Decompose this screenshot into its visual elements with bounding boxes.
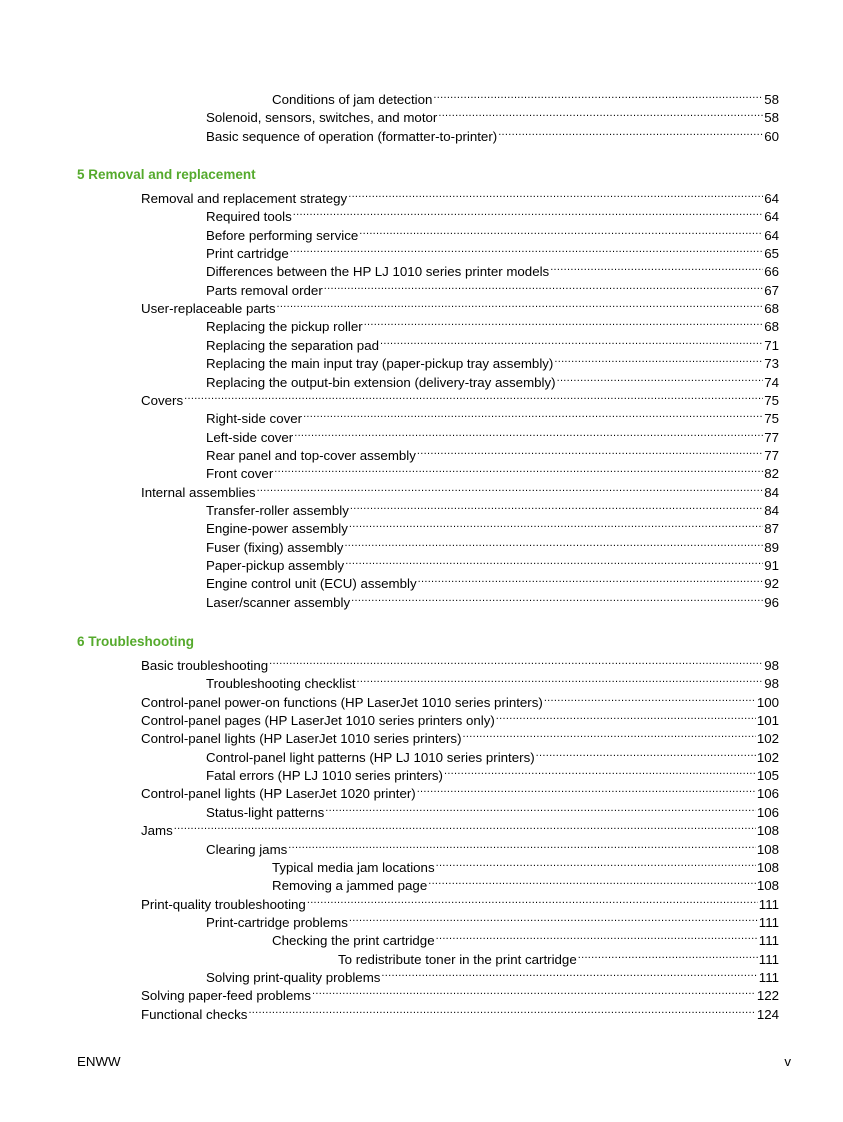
toc-entry[interactable] xyxy=(272,872,779,894)
toc-entry[interactable] xyxy=(206,350,779,372)
dot-leader xyxy=(348,185,763,203)
dot-leader xyxy=(351,589,763,607)
toc-entry[interactable] xyxy=(272,86,779,107)
toc-entry-page: 87 xyxy=(764,521,779,537)
toc-entry[interactable] xyxy=(206,589,779,610)
toc-entry-page: 77 xyxy=(764,429,779,445)
toc-entry-title: Print-quality troubleshooting xyxy=(141,896,306,912)
toc-entry-page: 64 xyxy=(764,227,779,243)
dot-leader xyxy=(578,946,758,964)
dot-leader xyxy=(436,854,756,872)
toc-entry-page: 111 xyxy=(758,896,779,912)
dot-leader xyxy=(428,872,756,890)
toc-entry-title: Differences between the HP LJ 1010 series printer models xyxy=(206,264,550,280)
toc-entry-page: 106 xyxy=(756,786,779,802)
dot-leader xyxy=(557,369,764,387)
toc-entry-title: Control-panel lights (HP LaserJet 1020 printer) xyxy=(141,786,416,802)
dot-leader xyxy=(544,689,756,707)
toc-entry-page: 68 xyxy=(764,301,779,317)
toc-entry-title: Engine control unit (ECU) assembly xyxy=(206,576,417,592)
toc-entry-title: Replacing the output-bin extension (delivery-tray assembly) xyxy=(206,374,556,390)
dot-leader xyxy=(350,497,763,515)
toc-entry[interactable] xyxy=(141,817,779,839)
toc-entry-title: Control-panel power-on functions (HP LaserJet 1010 series printers) xyxy=(141,694,543,710)
toc-entry-page: 58 xyxy=(764,92,779,107)
toc-entry[interactable] xyxy=(338,946,779,967)
toc-entry[interactable] xyxy=(206,534,779,555)
toc-entry-title: Functional checks xyxy=(141,1006,248,1022)
toc-entry-title: Print-cartridge problems xyxy=(206,914,348,930)
toc-entry-title: Paper-pickup assembly xyxy=(206,558,345,573)
toc-entry-title: Replacing the main input tray (paper-pickup tray assembly) xyxy=(206,356,554,372)
toc-entry-page: 65 xyxy=(764,246,779,262)
dot-leader xyxy=(536,744,756,762)
toc-entry-title: Removal and replacement strategy xyxy=(141,191,348,206)
dot-leader xyxy=(303,405,763,423)
dot-leader xyxy=(307,891,758,909)
toc-entry[interactable] xyxy=(206,240,779,262)
dot-leader xyxy=(248,1001,755,1019)
toc-entry[interactable] xyxy=(206,552,779,573)
toc-entry-title: Laser/scanner assembly xyxy=(206,594,351,610)
toc-entry-title: Conditions of jam detection xyxy=(272,92,433,107)
toc-entry-page: 108 xyxy=(756,859,779,875)
toc-entry[interactable] xyxy=(206,405,779,427)
toc-entry[interactable] xyxy=(206,836,779,857)
dot-leader xyxy=(257,479,764,497)
toc-entry[interactable] xyxy=(272,927,779,949)
toc-entry-title: Control-panel pages (HP LaserJet 1010 series printers only) xyxy=(141,713,495,729)
dot-leader xyxy=(359,222,763,240)
footer-doc-code: ENWW xyxy=(77,1054,121,1069)
toc-entry-title: Print cartridge xyxy=(206,246,289,262)
toc-entry-title: Covers xyxy=(141,392,184,408)
toc-entry-page: 105 xyxy=(756,768,779,784)
toc-entry-title: Solenoid, sensors, switches, and motor xyxy=(206,110,438,125)
toc-entry-title: Typical media jam locations xyxy=(272,859,435,875)
toc-entry-title: Front cover xyxy=(206,466,274,482)
toc-entry-title: Replacing the separation pad xyxy=(206,337,379,353)
toc-entry-title: Removing a jammed page xyxy=(272,878,428,894)
toc-entry-title: Right-side cover xyxy=(206,411,303,427)
toc-entry[interactable] xyxy=(141,295,779,317)
toc-entry-title: Solving paper-feed problems xyxy=(141,988,312,1004)
dot-leader xyxy=(269,652,763,670)
toc-entry-page: 75 xyxy=(764,411,779,427)
dot-leader xyxy=(293,203,763,221)
dot-leader xyxy=(344,534,763,552)
dot-leader xyxy=(436,927,758,945)
toc-entry-page: 64 xyxy=(764,209,779,225)
dot-leader xyxy=(417,780,756,798)
toc-entry-title: Parts removal order xyxy=(206,282,323,298)
toc-entry[interactable] xyxy=(206,515,779,537)
dot-leader xyxy=(357,670,764,688)
toc-entry-page: 108 xyxy=(756,878,779,894)
dot-leader xyxy=(349,515,763,533)
toc-entry-page: 66 xyxy=(764,264,779,280)
toc-entry[interactable] xyxy=(206,442,779,463)
toc-entry-page: 77 xyxy=(764,447,779,463)
dot-leader xyxy=(498,123,763,141)
toc-entry[interactable] xyxy=(141,725,779,747)
toc-entry[interactable] xyxy=(141,479,779,500)
dot-leader xyxy=(380,332,763,350)
dot-leader xyxy=(274,460,763,478)
toc-entry[interactable] xyxy=(141,891,779,912)
toc-entry[interactable] xyxy=(206,964,779,985)
toc-entry-title: Fuser (fixing) assembly xyxy=(206,539,344,555)
toc-entry-page: 122 xyxy=(756,988,779,1004)
toc-entry[interactable] xyxy=(206,909,779,930)
toc-entry-title: Jams xyxy=(141,823,173,839)
toc-entry-page: 73 xyxy=(764,356,779,372)
toc-entry[interactable] xyxy=(141,1001,779,1022)
toc-entry-page: 100 xyxy=(756,694,779,710)
toc-entry-page: 96 xyxy=(764,594,779,610)
toc-entry-title: Control-panel lights (HP LaserJet 1010 series printers) xyxy=(141,731,462,747)
toc-entry-page: 91 xyxy=(764,558,779,573)
toc-entry-page: 84 xyxy=(764,502,779,518)
toc-entry-page: 102 xyxy=(756,731,779,747)
toc-entry-page: 98 xyxy=(764,658,779,673)
toc-entry[interactable] xyxy=(206,424,779,445)
toc-entry[interactable] xyxy=(141,652,779,673)
toc-entry-title: Left-side cover xyxy=(206,429,294,445)
toc-entry-title: Replacing the pickup roller xyxy=(206,319,363,335)
toc-entry-page: 111 xyxy=(758,951,779,967)
toc-entry[interactable] xyxy=(206,203,779,225)
toc-entry-page: 64 xyxy=(764,191,779,206)
toc-entry-title: Transfer-roller assembly xyxy=(206,502,349,518)
chapter-heading-6[interactable]: 6 Troubleshooting xyxy=(77,634,194,649)
toc-entry[interactable] xyxy=(206,332,779,353)
toc-entry-page: 89 xyxy=(764,539,779,555)
dot-leader xyxy=(463,725,756,743)
toc-entry[interactable] xyxy=(206,313,779,335)
dot-leader xyxy=(496,707,756,725)
toc-entry[interactable] xyxy=(141,387,779,408)
dot-leader xyxy=(288,836,756,854)
dot-leader xyxy=(554,350,763,368)
toc-entry-page: 111 xyxy=(758,914,779,930)
toc-entry-title: User-replaceable parts xyxy=(141,301,276,317)
toc-entry[interactable] xyxy=(206,670,779,692)
toc-entry[interactable] xyxy=(206,744,779,765)
toc-entry-title: Internal assemblies xyxy=(141,484,256,500)
toc-entry-page: 67 xyxy=(764,282,779,298)
toc-entry-page: 82 xyxy=(764,466,779,482)
toc-entry[interactable] xyxy=(206,222,779,243)
dot-leader xyxy=(444,762,756,780)
toc-entry-page: 108 xyxy=(756,841,779,857)
toc-entry-page: 84 xyxy=(764,484,779,500)
toc-entry-title: Control-panel light patterns (HP LJ 1010 series printers) xyxy=(206,749,535,765)
dot-leader xyxy=(381,964,757,982)
toc-entry[interactable] xyxy=(206,277,779,298)
toc-entry-title: Status-light patterns xyxy=(206,804,325,820)
dot-leader xyxy=(277,295,764,313)
chapter-heading-5[interactable]: 5 Removal and replacement xyxy=(77,167,256,182)
toc-entry[interactable] xyxy=(141,780,779,802)
toc-entry-page: 98 xyxy=(764,676,779,692)
toc-entry-title: Required tools xyxy=(206,209,292,225)
toc-entry[interactable] xyxy=(141,707,779,729)
toc-entry[interactable] xyxy=(206,123,779,144)
toc-entry[interactable] xyxy=(206,762,779,784)
dot-leader xyxy=(294,424,763,442)
toc-entry-page: 74 xyxy=(764,374,779,390)
toc-entry-title: Basic troubleshooting xyxy=(141,658,269,673)
toc-entry-page: 111 xyxy=(758,933,779,949)
toc-entry[interactable] xyxy=(206,570,779,592)
toc-entry-title: Troubleshooting checklist xyxy=(206,676,356,692)
dot-leader xyxy=(290,240,763,258)
dot-leader xyxy=(418,570,764,588)
toc-entry[interactable] xyxy=(206,369,779,390)
toc-entry[interactable] xyxy=(206,258,779,280)
toc-entry[interactable] xyxy=(141,185,779,206)
toc-entry-page: 60 xyxy=(764,129,779,144)
dot-leader xyxy=(324,277,763,295)
toc-entry[interactable] xyxy=(141,982,779,1004)
dot-leader xyxy=(312,982,756,1000)
toc-entry-page: 75 xyxy=(764,392,779,408)
toc-entry[interactable] xyxy=(272,854,779,875)
toc-entry[interactable] xyxy=(206,104,779,125)
dot-leader xyxy=(174,817,756,835)
toc-entry-title: Engine-power assembly xyxy=(206,521,348,537)
toc-entry-title: Solving print-quality problems xyxy=(206,969,381,985)
toc-entry-title: Fatal errors (HP LJ 1010 series printers) xyxy=(206,768,443,784)
toc-entry-title: Before performing service xyxy=(206,227,359,243)
dot-leader xyxy=(184,387,763,405)
toc-entry-title: Clearing jams xyxy=(206,841,288,857)
toc-entry-page: 111 xyxy=(758,969,779,985)
toc-entry-page: 108 xyxy=(756,823,779,839)
toc-entry-page: 71 xyxy=(764,337,779,353)
toc-entry-title: Basic sequence of operation (formatter-to-printer) xyxy=(206,129,498,144)
toc-entry[interactable] xyxy=(206,460,779,482)
toc-entry-page: 124 xyxy=(756,1006,779,1022)
toc-entry-page: 102 xyxy=(756,749,779,765)
dot-leader xyxy=(364,313,764,331)
dot-leader xyxy=(438,104,763,122)
toc-entry-page: 101 xyxy=(756,713,779,729)
toc-entry[interactable] xyxy=(206,799,779,820)
dot-leader xyxy=(550,258,763,276)
toc-entry-page: 92 xyxy=(764,576,779,592)
toc-entry-page: 58 xyxy=(764,110,779,125)
footer-page-number: v xyxy=(784,1054,791,1069)
toc-entry-title: To redistribute toner in the print cartridge xyxy=(338,951,577,967)
toc-entry-title: Rear panel and top-cover assembly xyxy=(206,447,416,463)
dot-leader xyxy=(325,799,756,817)
dot-leader xyxy=(417,442,763,460)
toc-entry-title: Checking the print cartridge xyxy=(272,933,435,949)
toc-entry[interactable] xyxy=(206,497,779,518)
dot-leader xyxy=(433,86,763,104)
toc-entry-page: 106 xyxy=(756,804,779,820)
dot-leader xyxy=(349,909,758,927)
toc-entry-page: 68 xyxy=(764,319,779,335)
toc-entry[interactable] xyxy=(141,689,779,710)
dot-leader xyxy=(345,552,763,570)
